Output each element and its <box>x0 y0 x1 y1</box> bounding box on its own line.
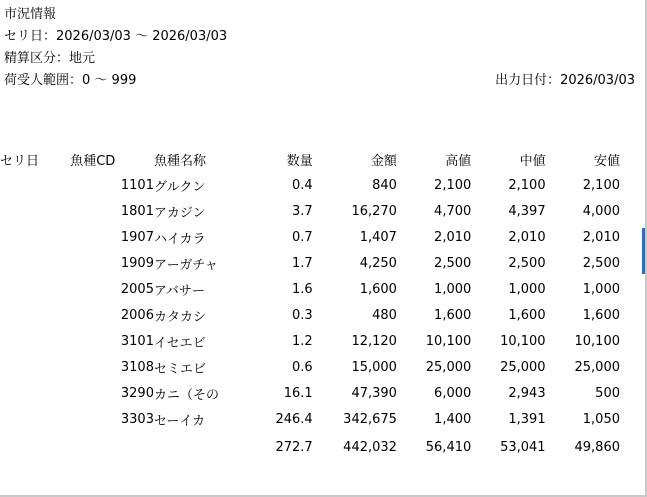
cell-name: アカジン <box>153 205 206 221</box>
cell-amount: 12,120 <box>351 333 397 349</box>
cell-qty: 0.7 <box>292 229 313 245</box>
cell-seri <box>0 406 70 432</box>
cell-name <box>154 380 256 406</box>
total-spacer-name <box>154 432 256 460</box>
table-row <box>0 380 620 406</box>
table-row <box>0 250 620 276</box>
cell-name: イセエビ <box>153 335 206 351</box>
cell-high: 6,000 <box>434 385 472 401</box>
cell-code: 3303 <box>120 411 154 427</box>
cell-seri <box>0 328 70 354</box>
cell-mid: 10,100 <box>500 333 546 349</box>
cell-qty: 1.7 <box>292 255 313 271</box>
cell-low: 1,600 <box>582 307 620 323</box>
cell-amount: 47,390 <box>351 385 397 401</box>
column-header-code: 魚種CD <box>70 153 116 169</box>
cell-mid: 2,100 <box>508 177 546 193</box>
scrollbar-thumb[interactable] <box>642 228 645 274</box>
cell-seri <box>0 302 70 328</box>
cell-qty: 246.4 <box>275 411 313 427</box>
cell-low: 2,100 <box>582 177 620 193</box>
cell-seri <box>0 172 70 198</box>
cell-code: 1801 <box>120 203 154 219</box>
cell-qty: 1.6 <box>292 281 313 297</box>
cell-seri <box>0 276 70 302</box>
cell-amount: 1,600 <box>359 281 397 297</box>
table-total-row <box>0 432 620 460</box>
cell-code: 2006 <box>120 307 154 323</box>
cell-high: 2,100 <box>434 177 472 193</box>
report-title-line <box>4 4 640 26</box>
table-row <box>0 302 620 328</box>
cell-high: 1,400 <box>434 411 472 427</box>
cell-code: 3101 <box>120 333 154 349</box>
cell-mid: 1,600 <box>508 307 546 323</box>
cell-mid: 25,000 <box>500 359 546 375</box>
cell-name: セーイカ <box>153 413 206 429</box>
table-row <box>0 172 620 198</box>
seri-date-label: セリ日 <box>4 29 44 44</box>
cell-mid: 4,397 <box>508 203 546 219</box>
cell-qty: 16.1 <box>283 385 313 401</box>
cell-name-text: カニ（その <box>153 387 219 403</box>
consignee-label: 荷受人範囲 <box>4 73 70 88</box>
cell-seri <box>0 354 70 380</box>
cell-high: 1,000 <box>434 281 472 297</box>
cell-name: ハイカラ <box>153 231 206 247</box>
column-header-amount: 金額 <box>370 153 397 169</box>
total-high: 56,410 <box>425 439 472 455</box>
settlement-line <box>4 48 640 70</box>
table-row <box>0 198 620 224</box>
column-header-qty: 数量 <box>286 153 313 169</box>
cell-code: 1101 <box>120 177 154 193</box>
cell-low: 4,000 <box>582 203 620 219</box>
table-row <box>0 354 620 380</box>
cell-low: 2,010 <box>582 229 620 245</box>
column-header-high: 高値 <box>445 153 472 169</box>
cell-mid: 2,500 <box>508 255 546 271</box>
cell-high: 25,000 <box>425 359 472 375</box>
column-header-name: 魚種名称 <box>153 153 206 169</box>
cell-mid: 2,010 <box>508 229 546 245</box>
consignee-value: ：0 ～ 999 <box>69 73 137 88</box>
output-date: 出力日付：2026/03/03 <box>495 73 635 88</box>
total-qty: 272.7 <box>275 439 313 455</box>
seri-date-line <box>4 26 640 48</box>
cell-code: 1909 <box>120 255 154 271</box>
cell-amount: 480 <box>372 307 397 323</box>
cell-amount: 16,270 <box>351 203 397 219</box>
cell-code: 2005 <box>120 281 154 297</box>
table-row <box>0 276 620 302</box>
cell-qty: 3.7 <box>292 203 313 219</box>
table-row <box>0 224 620 250</box>
report-title: 市況情報 <box>4 7 57 22</box>
cell-name: セミエビ <box>153 361 206 377</box>
table-header-row <box>0 146 620 172</box>
total-spacer-code <box>70 432 154 460</box>
cell-seri <box>0 224 70 250</box>
cell-amount: 1,407 <box>359 229 397 245</box>
table-row <box>0 328 620 354</box>
cell-mid: 1,000 <box>508 281 546 297</box>
column-header-mid: 中値 <box>519 153 546 169</box>
column-header-seri: セリ日 <box>0 153 40 169</box>
market-table <box>0 146 620 460</box>
cell-mid: 1,391 <box>508 411 546 427</box>
cell-low: 1,050 <box>582 411 620 427</box>
cell-high: 1,600 <box>434 307 472 323</box>
cell-amount: 15,000 <box>351 359 397 375</box>
cell-mid: 2,943 <box>508 385 546 401</box>
cell-low: 500 <box>595 385 620 401</box>
total-spacer-seri <box>0 432 70 460</box>
cell-high: 4,700 <box>434 203 472 219</box>
table-row <box>0 406 620 432</box>
cell-seri <box>0 250 70 276</box>
cell-amount: 4,250 <box>359 255 397 271</box>
consignee-line <box>4 70 640 92</box>
column-header-low: 安値 <box>593 153 620 169</box>
cell-name: グルクン <box>153 179 206 195</box>
seri-date-value: ：2026/03/03 ～ 2026/03/03 <box>43 29 228 44</box>
cell-qty: 0.6 <box>292 359 313 375</box>
cell-qty: 1.2 <box>292 333 313 349</box>
cell-amount: 342,675 <box>343 411 397 427</box>
cell-code: 3108 <box>120 359 154 375</box>
cell-amount: 840 <box>372 177 397 193</box>
cell-qty: 0.3 <box>292 307 313 323</box>
cell-low: 2,500 <box>582 255 620 271</box>
total-low: 49,860 <box>574 439 620 455</box>
cell-high: 10,100 <box>425 333 472 349</box>
cell-code: 3290 <box>120 385 154 401</box>
cell-code: 1907 <box>120 229 154 245</box>
cell-low: 1,000 <box>582 281 620 297</box>
cell-name: アバサー <box>153 283 205 299</box>
cell-low: 25,000 <box>574 359 620 375</box>
cell-qty: 0.4 <box>292 177 313 193</box>
table-body <box>0 172 620 460</box>
settlement-label: 精算区分 <box>4 51 57 66</box>
total-amount: 442,032 <box>343 439 397 455</box>
settlement-value: ：地元 <box>56 51 96 66</box>
cell-high: 2,010 <box>434 229 472 245</box>
cell-low: 10,100 <box>574 333 620 349</box>
report-header <box>4 4 640 92</box>
cell-high: 2,500 <box>434 255 472 271</box>
total-mid: 53,041 <box>500 439 546 455</box>
cell-seri <box>0 380 70 406</box>
cell-name: アーガチャ <box>153 257 218 273</box>
cell-name: カタカシ <box>153 309 206 325</box>
cell-seri <box>0 198 70 224</box>
